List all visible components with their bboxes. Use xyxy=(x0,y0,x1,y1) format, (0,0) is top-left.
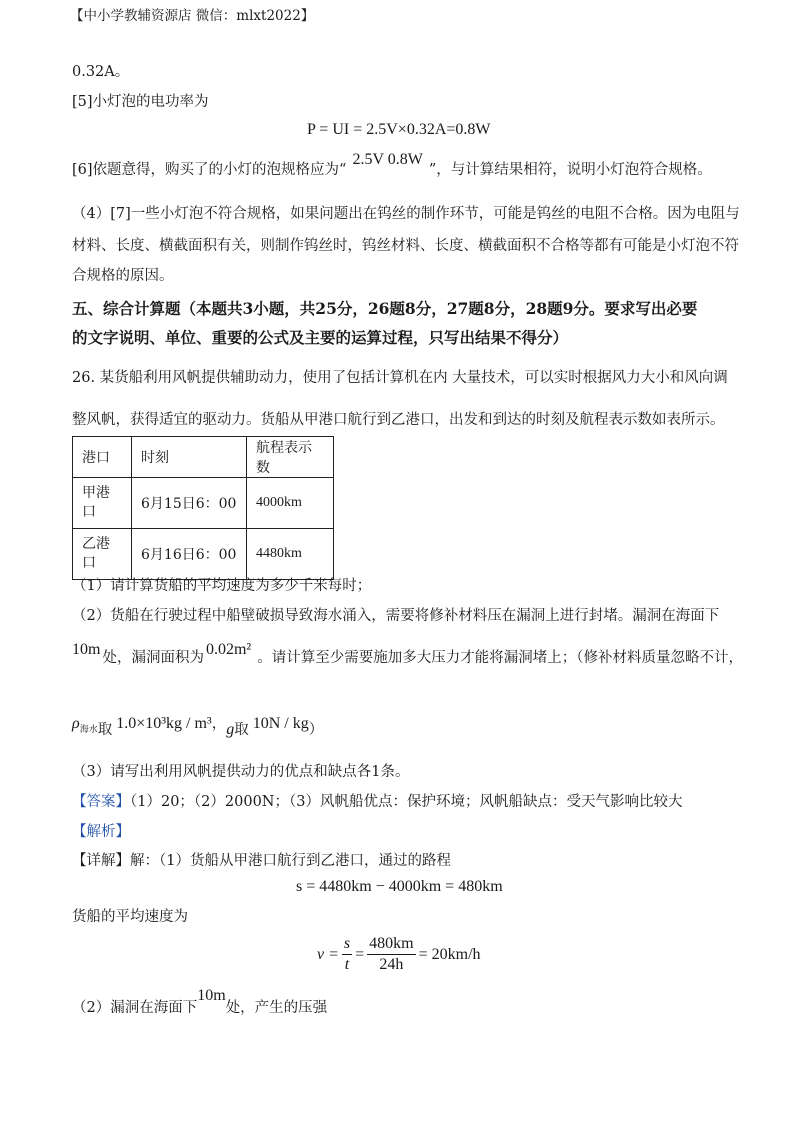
fraction-values xyxy=(367,934,415,975)
bulb-spec: 2.5V 0.8W xyxy=(352,151,423,168)
rho-subscript: 海水 xyxy=(79,724,98,735)
fraction-denominator: 24h xyxy=(379,956,404,973)
table-cell: 4000km xyxy=(247,478,334,529)
g-take-label: 取 xyxy=(234,722,249,738)
velocity-lhs: v = xyxy=(317,945,339,963)
answer-text: （1）20；（2）2000N；（3）风帆船优点：保护环境；风帆船缺点：受天气影响比较大 xyxy=(130,794,683,810)
item-6-post: ”，与计算结果相符，说明小灯泡符合规格。 xyxy=(428,162,712,178)
rho-symbol: ρ xyxy=(72,715,80,732)
detail-label: 【详解】 xyxy=(72,853,130,869)
take-label: 取 xyxy=(97,722,113,738)
sub-question-2-line-2 xyxy=(72,641,743,668)
answer-line xyxy=(72,792,682,812)
port-table xyxy=(72,436,334,580)
solution-2-line xyxy=(72,987,328,1018)
text-line: 0.32A。 xyxy=(72,64,130,80)
close-paren: ） xyxy=(308,722,324,738)
fraction-denominator: t xyxy=(344,956,350,973)
table-row xyxy=(73,529,334,580)
sub-question-2-mid: 处，漏洞面积为 xyxy=(102,650,204,666)
sub-question-3: （3）请写出利用风帆提供动力的优点和缺点各1条。 xyxy=(72,764,410,780)
g-symbol: g xyxy=(226,721,235,738)
table-header-cell: 港口 xyxy=(73,437,132,478)
item-6 xyxy=(72,151,712,180)
section-title-line-2: 的文字说明、单位、重要的公式及主要的运算过程，只写出结果不得分） xyxy=(72,328,569,347)
answer-label: 【答案】 xyxy=(72,794,130,810)
fraction-s-over-t xyxy=(342,934,352,975)
item-6-pre: [6]依题意得，购买了的小灯的泡规格应为“ xyxy=(72,162,347,178)
question-26-line-2: 整风帆，获得适宜的驱动力。货船从甲港口航行到乙港口，出发和到达的时刻及航程表示数如表所示。 xyxy=(72,412,725,428)
solution-2-post: 处，产生的压强 xyxy=(225,1000,328,1016)
density-value: 1.0×10³kg / m³ xyxy=(116,715,212,732)
depth-value: 10m xyxy=(72,641,101,658)
fraction-numerator: s xyxy=(342,934,352,955)
sub-question-1: （1）请计算货船的平均速度为多少千米每时； xyxy=(72,578,372,594)
item-7-line-3: 合规格的原因。 xyxy=(72,268,174,284)
fraction-numerator: 480km xyxy=(367,934,415,955)
equals-sign: = xyxy=(355,945,365,963)
solution-2-depth: 10m xyxy=(197,987,226,1004)
question-26-line-1: 26. 某货船利用风帆提供辅助动力，使用了包括计算机在内 大量技术，可以实时根据风力大小和风向调 xyxy=(72,370,728,386)
sub-question-2-line-1: （2）货船在行驶过程中船壁破损导致海水涌入，需要将修补材料压在漏洞上进行封堵。漏洞在海面下 xyxy=(72,608,720,624)
table-cell: 4480km xyxy=(247,529,334,580)
hole-area: 0.02m² xyxy=(205,641,252,658)
table-cell: 6月15日6：00 xyxy=(132,478,247,529)
item-7-line-2: 材料、长度、横截面积有关，则制作钨丝时，钨丝材料、长度、横截面积不合格等都有可能是小灯泡不符 xyxy=(72,238,739,254)
analysis-label: 【解析】 xyxy=(72,824,130,840)
page-header: 【中小学教辅资源店 微信：mlxt2022】 xyxy=(70,8,315,24)
table-row xyxy=(73,478,334,529)
table-header-cell: 时刻 xyxy=(132,437,247,478)
table-header-row xyxy=(73,437,334,478)
item-5-label: [5]小灯泡的电功率为 xyxy=(72,94,209,110)
detail-text: 解：（1）货船从甲港口航行到乙港口，通过的路程 xyxy=(130,853,451,869)
equation-distance: s = 4480km − 4000km = 480km xyxy=(296,878,503,895)
table-cell: 甲港口 xyxy=(73,478,132,529)
table-cell: 乙港口 xyxy=(73,529,132,580)
comma: ， xyxy=(211,716,227,732)
avg-speed-label: 货船的平均速度为 xyxy=(72,909,188,925)
velocity-rhs: = 20km/h xyxy=(418,945,481,963)
solution-2-pre: （2）漏洞在海面下 xyxy=(72,1000,198,1016)
g-value: 10N / kg xyxy=(252,715,309,732)
sub-question-2-tail: 。请计算至少需要施加多大压力才能将漏洞堵上；（修补材料质量忽略不计， xyxy=(257,650,743,666)
table-cell: 6月16日6：00 xyxy=(132,529,247,580)
detail-line xyxy=(72,851,451,871)
section-title-line-1: 五、综合计算题（本题共3小题，共25分，26题8分，27题8分，28题9分。要求写出必要 xyxy=(72,299,698,318)
equation-velocity xyxy=(317,934,481,975)
item-7-line-1: （4）[7]一些小灯泡不符合规格，如果问题出在钨丝的制作环节，可能是钨丝的电阻不合格。因为电阻与 xyxy=(72,206,740,222)
equation-power: P = UI = 2.5V×0.32A=0.8W xyxy=(307,121,491,138)
table-header-cell: 航程表示数 xyxy=(247,437,334,478)
density-line xyxy=(72,714,323,740)
